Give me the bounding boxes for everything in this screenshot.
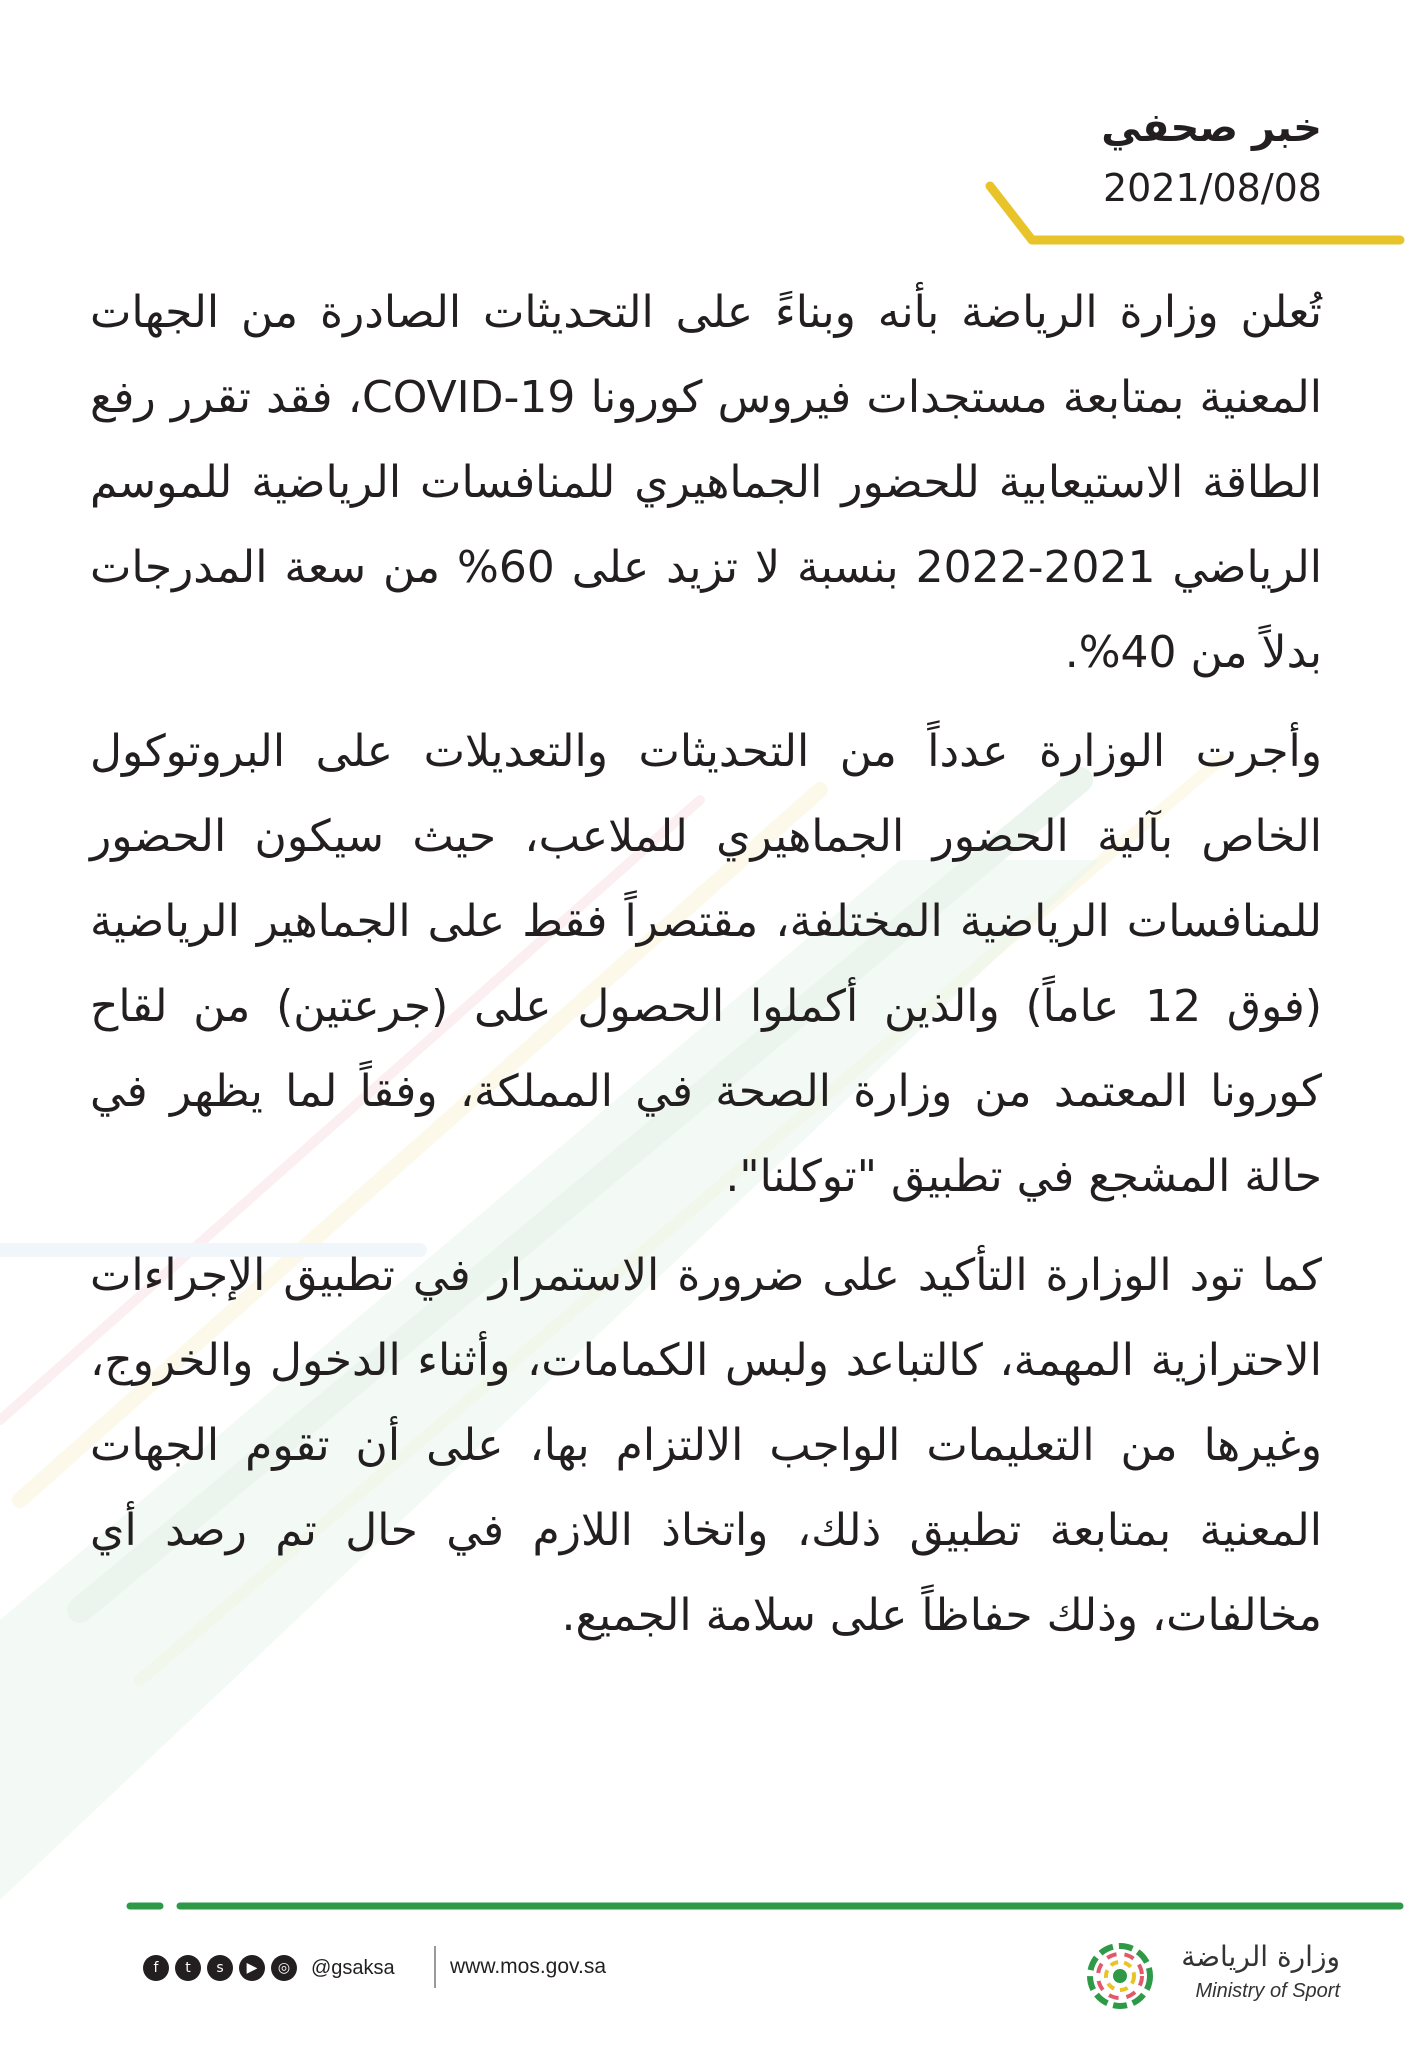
facebook-icon[interactable]: f — [143, 1955, 169, 1981]
footer-divider — [434, 1946, 436, 1988]
ministry-logo — [1080, 1936, 1340, 2016]
youtube-icon[interactable]: ▶ — [239, 1955, 265, 1981]
website-link[interactable]: www.mos.gov.sa — [450, 1955, 606, 1978]
instagram-icon[interactable]: ◎ — [271, 1955, 297, 1981]
press-release-label: خبر صحفي — [1101, 105, 1322, 151]
logo-english-name: Ministry of Sport — [1195, 1980, 1340, 2002]
snapchat-icon[interactable]: s — [207, 1955, 233, 1981]
footer — [0, 1900, 1412, 2048]
ministry-emblem-icon — [1080, 1936, 1160, 2016]
paragraph-2: وأجرت الوزارة عدداً من التحديثات والتعديلات على البروتوكول الخاص بآلية الحضور الجماهيري للملاعب، حيث سيكون الحضور للمنافسات الرياضية المختلفة، مقتصراً فقط على الجماهير الرياضية (فوق 12 عاماً) والذين أكملوا الحصول على (جرعتين) من لقاح كورونا المعتمد من وزارة الصحة في المملكة، وفقاً لما يظهر في حالة المشجع في تطبيق "توكلنا". — [90, 726, 1322, 1202]
press-release-body — [90, 270, 1322, 1672]
social-links — [143, 1955, 395, 1981]
twitter-icon[interactable]: t — [175, 1955, 201, 1981]
social-handle[interactable]: @gsaksa — [311, 1956, 395, 1979]
logo-arabic-name: وزارة الرياضة — [1181, 1940, 1340, 1973]
paragraph-1: تُعلن وزارة الرياضة بأنه وبناءً على التحديثات الصادرة من الجهات المعنية بمتابعة مستجدات فيروس كورونا COVID-19، فقد تقرر رفع الطاقة الاستيعابية للحضور الجماهيري للمنافسات الرياضية للموسم الرياضي 2021-2022 بنسبة لا تزيد على 60% من سعة المدرجات بدلاً من 40%. — [90, 287, 1323, 678]
header — [1101, 98, 1322, 218]
paragraph-3: كما تود الوزارة التأكيد على ضرورة الاستمرار في تطبيق الإجراءات الاحترازية المهمة، كالتباعد ولبس الكمامات، وأثناء الدخول والخروج، وغيرها من التعليمات الواجب الالتزام بها، على أن تقوم الجهات المعنية بمتابعة تطبيق ذلك، واتخاذ اللازم في حال تم رصد أي مخالفات، وذلك حفاظاً على سلامة الجميع. — [90, 1250, 1322, 1641]
release-date: 2021/08/08 — [1102, 166, 1322, 210]
